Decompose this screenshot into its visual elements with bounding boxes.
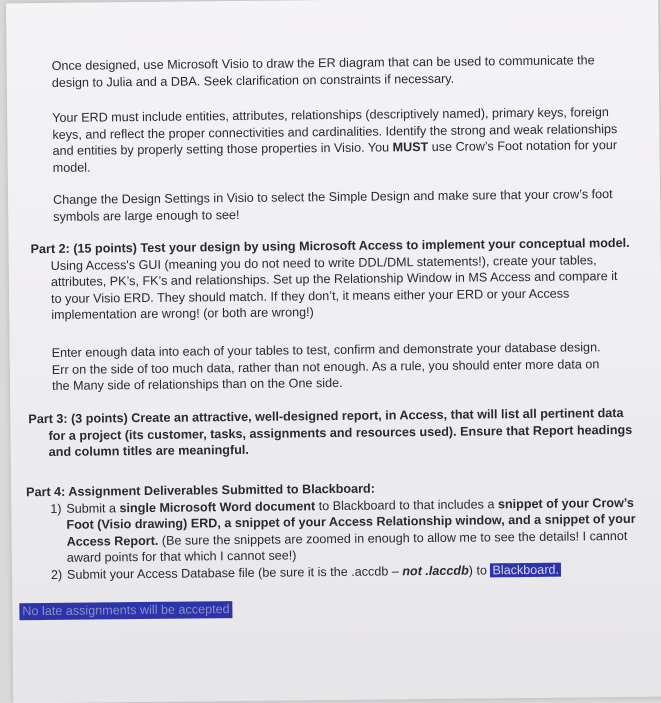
highlighted-blackboard-text: Blackboard. [492,562,560,578]
list-text: (Be sure the snippets are zoomed in enough to allow me to see the details! I cannot award points for that which I cannot see!) [66,528,628,566]
part-3-body: for a project (its customer, tasks, assignments and resources used). Ensure that Report headings and column titles are meaningful. [48,422,633,460]
list-text: Submit a [66,500,120,516]
part-2-body: Using Access's GUI (meaning you do not need to write DDL/DML statements!), create your tables, attributes, PK’s, FK’s and relationships. Set up the Relationship Window in MS Access and compare it to your Visio ERD. They should match. If they don’t, it means either your ERD or your Access implementation are wrong! (or both are wrong!) [50,252,618,323]
part-4-heading: Part 4: Assignment Deliverables Submitted to Blackboard: [26,481,375,500]
part-2-heading: Part 2: (15 points) Test your design by using Microsoft Access to implement your conceptual model. [30,235,630,257]
list-bold-text: single Microsoft Word document [119,498,316,515]
erd-requirements-text-end: use Crow’s Foot notation for your model. [52,138,618,175]
list-number: 2) [50,567,63,582]
list-text: ) to [468,563,491,578]
document-page [6,0,661,703]
list-number: 1) [50,501,62,516]
paragraph-enter-data: Enter enough data into each of your tables to test, confirm and demonstrate your database design. Err on the side of too much data, rather than not enough. As a rule, you should enter more data on the Many side of relationships than on the One side. [51,340,601,394]
list-text: to Blackboard to that includes a [315,496,498,513]
section-part-3 [28,405,633,461]
deliverables-list [26,494,639,583]
section-part-4 [26,478,639,584]
paragraph-erd-requirements [52,104,618,176]
late-assignments-note: No late assignments will be accepted [19,601,232,620]
erd-requirements-text: Your ERD must include entities, attributes, relationships (descriptively named), primary keys, foreign keys, and reflect the proper connectivities and cardinalities. Identify the strong and weak relationships and entities by properly setting those properties in Visio. You [52,105,618,159]
must-emphasis: MUST [392,140,429,155]
list-text: Submit your Access Database file (be sure it is the .accdb – [66,564,403,582]
paragraph-design-settings: Change the Design Settings in Visio to select the Simple Design and make sure that your crow’s foot symbols are large enough to see! [53,187,613,224]
paragraph-visio-erd: Once designed, use Microsoft Visio to draw the ER diagram that can be used to communicate the design to Julia and a DBA. Seek clarification on constraints if necessary. [51,53,595,90]
part-3-heading: Part 3: (3 points) Create an attractive, well-designed report, in Access, that will list all pertinent data [28,405,624,427]
list-bold-italic-text: not .laccdb [402,563,469,579]
section-part-2 [31,235,632,324]
list-bold-text: snippet of your Crow’s Foot (Visio drawing) ERD, a snippet of your Access Relationship window, and a snippet of your Access Report. [66,495,636,549]
list-item [26,494,639,567]
